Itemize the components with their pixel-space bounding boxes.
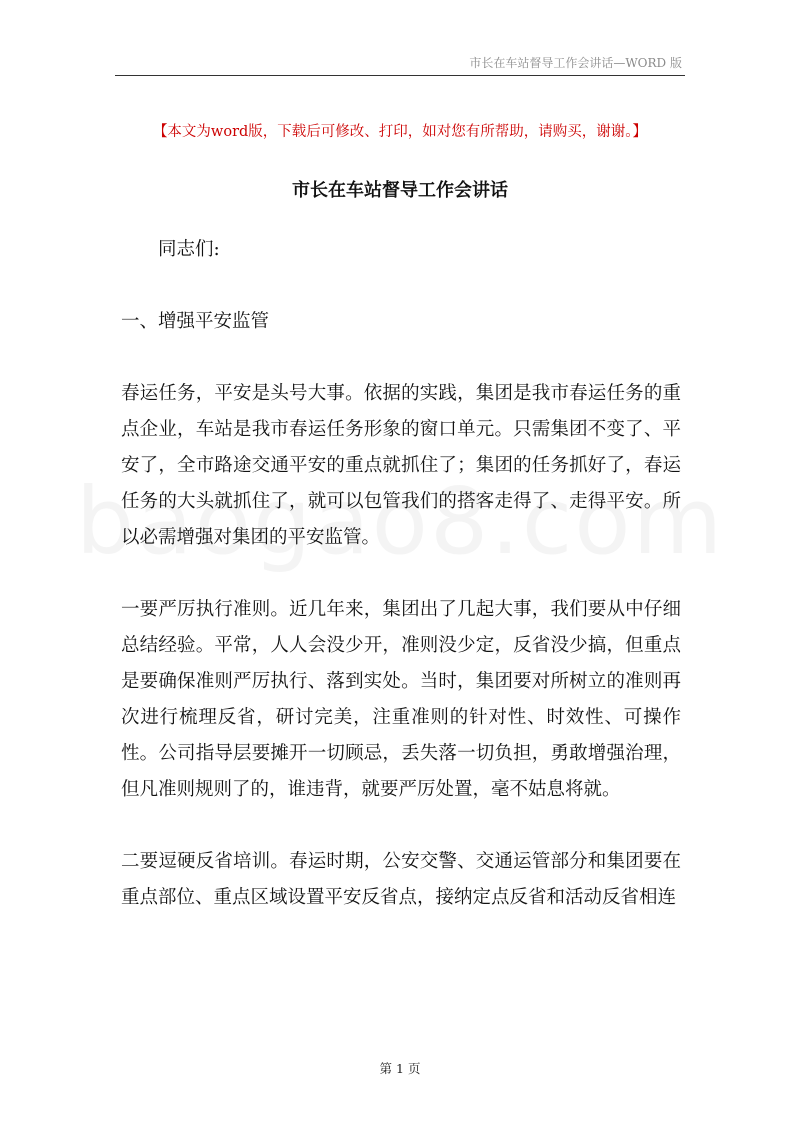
section-heading: 一、增强平安监管	[121, 311, 270, 332]
paragraph: 一要严厉执行准则。近几年来，集团出了几起大事，我们要从中仔细总结经验。平常，人人会没少开，准则没少定，反省没少搞，但重点是要确保准则严厉执行、落到实处。当时，集团要对所树立的准则再次进行梳理反省，研讨完美，注重准则的针对性、时效性、可操作性。公司指导层要摊开一切顾忌，丢失落一切负担，勇敢增强治理，但凡准则规则了的，谁违背，就要严厉处置，毫不姑息将就。	[121, 599, 681, 800]
greeting: 同志们:	[158, 239, 220, 260]
paragraph: 二要逗硬反省培训。春运时期，公安交警、交通运管部分和集团要在重点部位、重点区域设置平安反省点，接纳定点反省和活动反省相连	[121, 851, 681, 908]
blank-line	[121, 268, 681, 304]
blank-line	[121, 556, 681, 592]
blank-line	[121, 340, 681, 376]
header-divider	[115, 75, 685, 76]
paragraph: 春运任务，平安是头号大事。依据的实践，集团是我市春运任务的重点企业，车站是我市春运任务形象的窗口单元。只需集团不变了、平安了，全市路途交通平安的重点就抓住了；集团的任务抓好了，春运任务的大头就抓住了，就可以包管我们的搭客走得了、走得平安。所以必需增强对集团的平安监管。	[121, 383, 681, 548]
page-number: 第 1 页	[379, 1061, 421, 1076]
document-body	[121, 232, 681, 916]
blank-line	[121, 808, 681, 844]
running-header: 市长在车站督导工作会讲话—WORD 版	[469, 56, 682, 70]
document-title: 市长在车站督导工作会讲话	[292, 180, 508, 201]
download-notice: 【本文为word版，下载后可修改、打印，如对您有所帮助，请购买，谢谢。】	[152, 124, 648, 140]
